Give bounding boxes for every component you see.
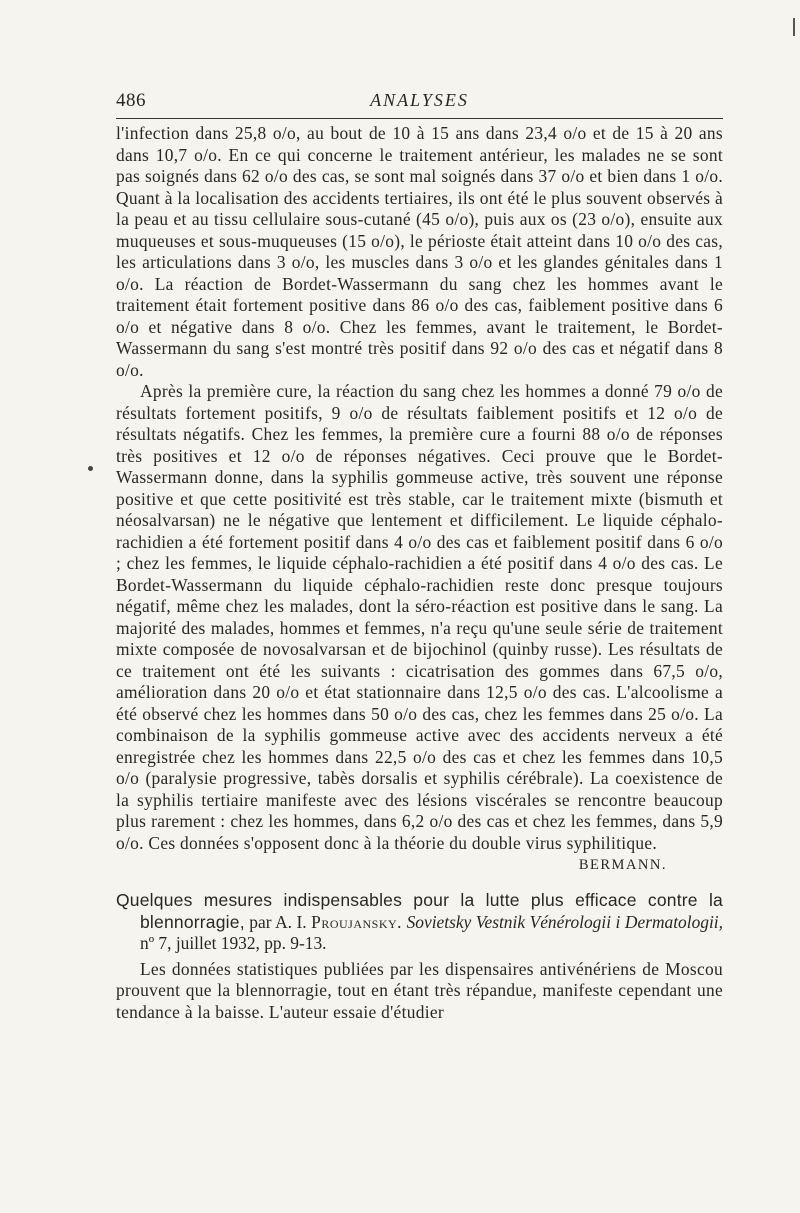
paragraph-continuation: l'infection dans 25,8 o/o, au bout de 10 à 15 ans dans 23,4 o/o et de 15 à 20 ans dans 10,7 o/o. En ce qui concerne le traitement antérieur, les malades ne se sont pas soignés dans 62 o/o des cas, se sont mal soignés dans 37 o/o et bien dans 1 o/o. Quant à la localisation des accidents tertiaires, ils ont été le plus souvent observés à la peau et au tissu cellulaire sous-cutané (45 o/o), puis aux os (23 o/o), ensuite aux muqueuses et sous-muqueuses (15 o/o), le périoste était atteint dans 10 o/o des cas, les articulations dans 3 o/o, les muscles dans 3 o/o et les glandes génitales dans 1 o/o. La réaction de Bordet-Wassermann du sang chez les hommes avant le traitement était fortement positive dans 86 o/o des cas, faiblement positive dans 6 o/o et négative dans 8 o/o. Chez les femmes, avant le traitement, le Bordet-Wassermann du sang s'est montré très positif dans 92 o/o des cas et négatif dans 8 o/o. [116, 123, 723, 380]
paragraph: Après la première cure, la réaction du sang chez les hommes a donné 79 o/o de résultats fortement positifs, 9 o/o de résultats faiblement positifs et 12 o/o de résultats négatifs. Chez les femmes, la première cure a fourni 88 o/o de réponses très positives et 12 o/o de réponses négatives. Ceci prouve que le Bordet-Wassermann donne, dans la syphilis gommeuse active, très souvent une réponse positive et que cette positivité est très stable, car le traitement mixte (bismuth et néosalvarsan) ne le négative que lentement et difficilement. Le liquide céphalo-rachidien a été fortement positif dans 4 o/o des cas et faiblement positif dans 6 o/o ; chez les femmes, le liquide céphalo-rachidien a été positif dans 4 o/o des cas. Le Bordet-Wassermann du liquide céphalo-rachidien reste donc presque toujours négatif, même chez les malades, dont la séro-réaction est positive dans le sang. La majorité des malades, hommes et femmes, n'a reçu qu'une seule série de traitement mixte composée de novosalvarsan et de bijochinol (quinby russe). Les résultats de ce traitement ont été les suivants : cicatrisation des gommes dans 67,5 o/o, amélioration dans 20 o/o et état stationnaire dans 12,5 o/o des cas. L'alcoolisme a été observé chez les hommes dans 50 o/o des cas, chez les femmes dans 25 o/o. La combinaison de la syphilis gommeuse active avec des accidents nerveux a été enregistrée chez les hommes dans 22,5 o/o des cas et chez les femmes dans 10,5 o/o (paralysie progressive, tabès dorsalis et syphilis cérébrale). La coexistence de la syphilis tertiaire manifeste avec des lésions viscérales se rencontre beaucoup plus rarement : chez les hommes, dans 6,2 o/o des cas et chez les femmes, dans 5,9 o/o. Ces données s'opposent donc à la théorie du double virus syphilitique. [116, 381, 723, 853]
running-title: ANALYSES [370, 90, 469, 110]
article-issue: nº 7, juillet 1932, pp. 9-13. [140, 933, 327, 953]
page-body [116, 123, 723, 1023]
article-by: par A. I. [249, 911, 307, 932]
page-header [116, 88, 723, 119]
article-heading [116, 890, 723, 955]
page-number: 486 [116, 90, 146, 111]
page-edge-mark [793, 18, 795, 36]
article-author: Proujansky. [311, 911, 403, 932]
margin-mark [88, 466, 93, 471]
reviewer-signature: BERMANN. [578, 857, 667, 873]
article-first-paragraph: Les données statistiques publiées par les dispensaires antivénériens de Moscou prouvent que la blennorragie, tout en étant très répandue, manifeste cependant une tendance à la baisse. L'auteur essaie d'étudier [116, 958, 723, 1022]
article-title: Quelques mesures indispensables pour la lutte plus efficace contre la blennorragie, [116, 890, 723, 932]
article-journal: Sovietsky Vestnik Vénérologii i Dermatologii, [406, 911, 723, 932]
